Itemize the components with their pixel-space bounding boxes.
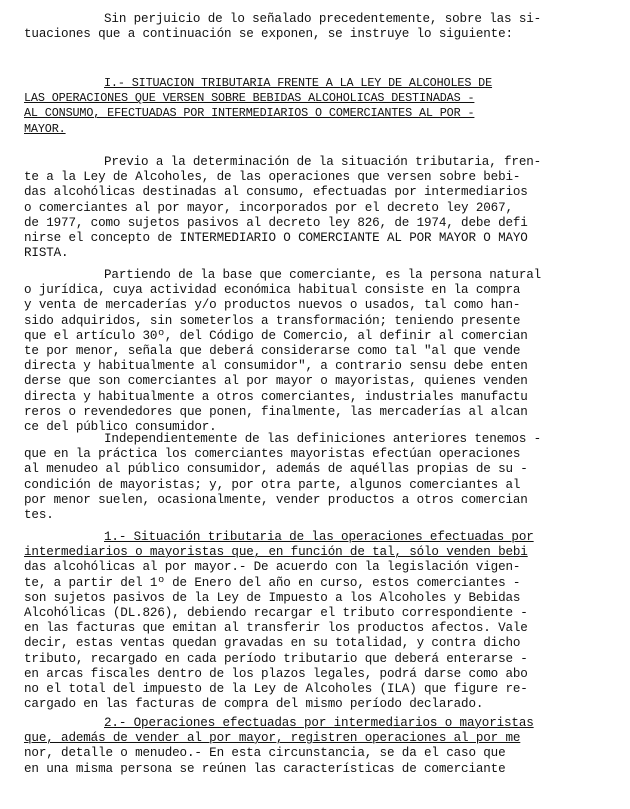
text-line: directa y habitualmente al consumidor", a contrario sensu debe enten [24,359,528,374]
item-heading-line: intermediarios o mayoristas que, en función de tal, sólo venden bebi [24,545,528,560]
text-line: en arcas fiscales dentro de los plazos legales, podrá darse como abo [24,666,528,681]
paragraph-item-1 [24,530,596,712]
text-line: condición de mayoristas; y, por otra parte, algunos comerciantes al [24,477,521,492]
paragraph-partiendo [24,268,596,435]
text-line: das alcohólicas destinadas al consumo, efectuadas por intermediarios [24,185,528,200]
section-heading [24,76,596,137]
item-heading-line: 2.- Operaciones efectuadas por intermediarios o mayoristas [104,716,534,730]
text-line: Alcohólicas (DL.826), debiendo recargar el tributo correspondiente - [24,606,528,621]
text-line: RISTA. [24,246,69,261]
text-line: sido adquiridos, sin someterlos a transformación; teniendo presente [24,313,521,328]
text-line: das alcohólicas al por mayor.- De acuerdo con la legislación vigen- [24,560,521,575]
text-line: que en la práctica los comerciantes mayoristas efectúan operaciones [24,447,521,462]
text-line: decir, estas ventas quedan gravadas en su totalidad, y contra dicho [24,636,521,651]
text-line: son sujetos pasivos de la Ley de Impuesto a los Alcoholes y Bebidas [24,590,521,605]
text-line: directa y habitualmente a otros comerciantes, industriales manufactu [24,389,528,404]
text-line: derse que son comerciantes al por mayor o mayoristas, quienes venden [24,374,528,389]
text-line: tes. [24,508,54,523]
text-line: te a la Ley de Alcoholes, de las operaciones que versen sobre bebi- [24,170,521,185]
text-line: ce del público consumidor. [24,420,217,435]
text-line: te por menor, señala que deberá considerarse como tal "al que vende [24,344,521,359]
text-line: cargado en las facturas de compra del mismo período declarado. [24,697,484,712]
text-line: que el artículo 30º, del Código de Comercio, al definir al comercian [24,328,528,343]
heading-line: AL CONSUMO, EFECTUADAS POR INTERMEDIARIOS O COMERCIANTES AL POR - [24,106,475,121]
text-line: no el total del impuesto de la Ley de Alcoholes (ILA) que figure re- [24,682,528,697]
text-line: nor, detalle o menudeo.- En esta circunstancia, se da el caso que [24,746,506,761]
text-line: nirse el concepto de INTERMEDIARIO O COMERCIANTE AL POR MAYOR O MAYO [24,231,528,246]
text-line: por menor suelen, ocasionalmente, vender productos a otros comercian [24,492,528,507]
text-line: de 1977, como sujetos pasivos al decreto ley 826, de 1974, debe defi [24,215,528,230]
heading-line: LAS OPERACIONES QUE VERSEN SOBRE BEBIDAS ALCOHOLICAS DESTINADAS - [24,91,475,106]
paragraph-item-2 [24,716,596,777]
intro-paragraph [24,12,596,42]
text-line: reros o revendedores que ponen, finalmente, las mercaderías al alcan [24,404,528,419]
item-heading-line: 1.- Situación tributaria de las operaciones efectuadas por [104,530,534,544]
heading-line: MAYOR. [24,121,66,136]
text-line: y venta de mercaderías y/o productos nuevos o usados, tal como han- [24,298,521,313]
text-line: o comerciantes al por mayor, incorporados por el decreto ley 2067, [24,200,513,215]
text-line: en una misma persona se reúnen las características de comerciante [24,761,506,776]
text-line: Partiendo de la base que comerciante, es la persona natural [104,268,542,282]
text-line: tributo, recargado en cada período tributario que deberá enterarse - [24,651,528,666]
paragraph-independientemente [24,432,596,523]
text-line: en las facturas que emitan al transferir los productos afectos. Vale [24,621,528,636]
paragraph-previo [24,155,596,261]
text-line: o jurídica, cuya actividad económica habitual consiste en la compra [24,283,521,298]
text-line: al menudeo al público consumidor, además de aquéllas propias de su - [24,462,528,477]
text-line: tuaciones que a continuación se exponen, se instruye lo siguiente: [24,27,513,42]
text-line: Previo a la determinación de la situación tributaria, fren- [104,155,542,169]
item-heading-line: que, además de vender al por mayor, registren operaciones al por me [24,731,521,746]
text-line: te, a partir del 1º de Enero del año en curso, estos comerciantes - [24,575,521,590]
text-line: Sin perjuicio de lo señalado precedentemente, sobre las si- [104,12,542,26]
text-line: Independientemente de las definiciones anteriores tenemos - [104,432,542,446]
heading-line: I.- SITUACION TRIBUTARIA FRENTE A LA LEY DE ALCOHOLES DE [104,76,493,90]
